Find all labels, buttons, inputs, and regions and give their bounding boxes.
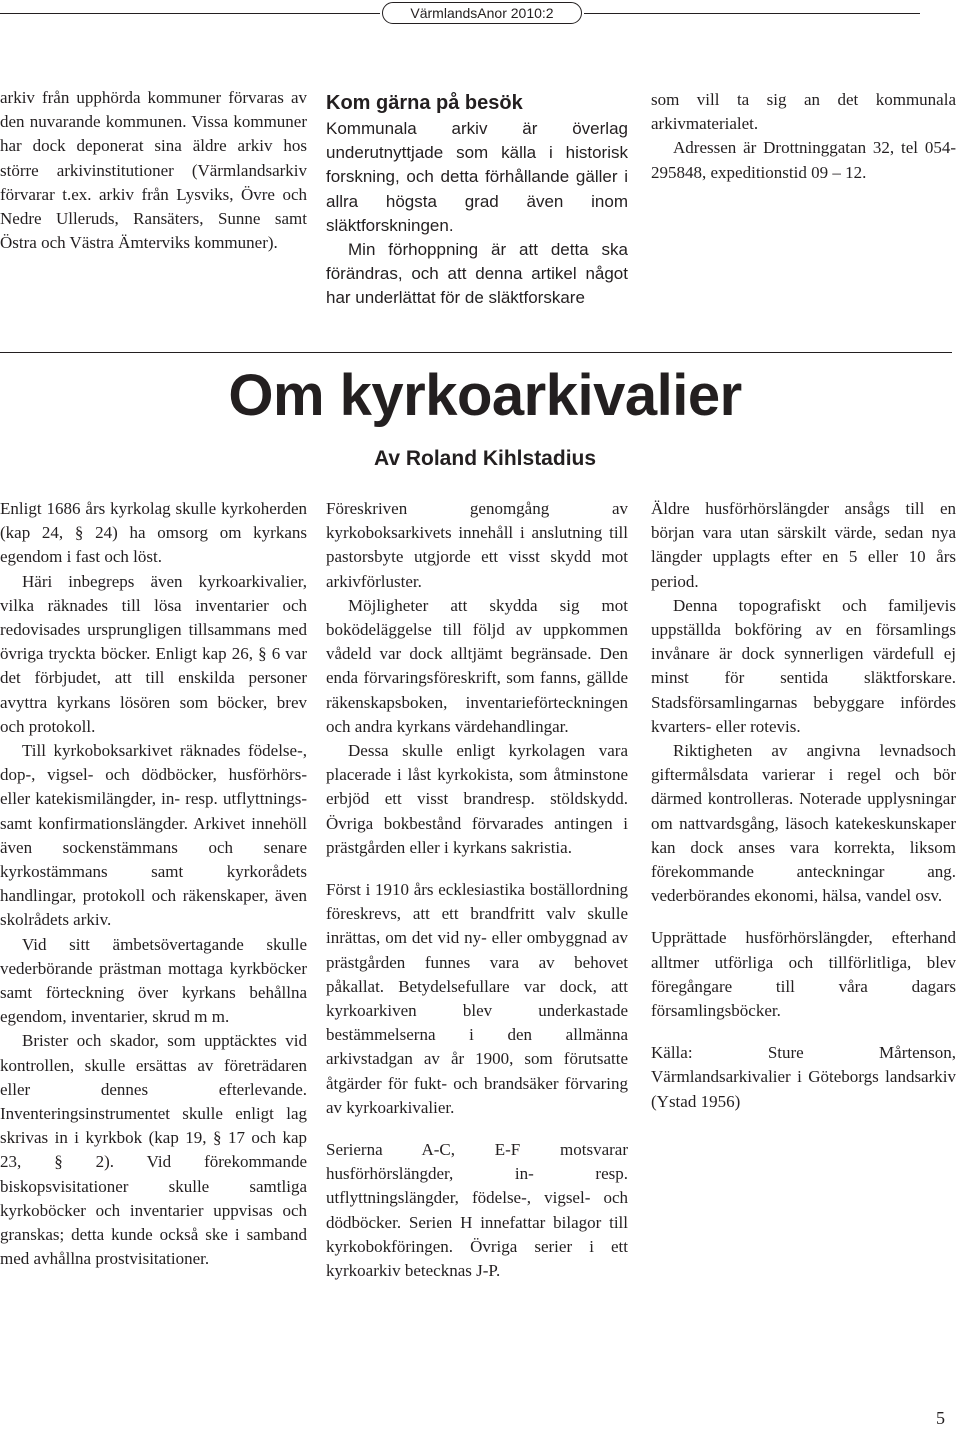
article-col1-para-4: Vid sitt ämbetsövertagande skulle vederbörande prästman mottaga kyrkböcker samt förteckning över kyrkans behållna egendom, inventarier, skrud m m. xyxy=(0,934,307,1027)
page-number: 5 xyxy=(936,1408,945,1428)
article-col1-para-5: Brister och skador, som upptäcktes vid kontrollen, skulle ersättas av företrädaren eller dennes efterlevande. Inventeringsinstrumentet skulle enligt lag skrivas in i kyrkbok (kap 19, § 17 och kap 23, § 2). Vid förekommande biskopsvisitationer skulle samtliga kyrkoböcker och inventarier uppvisas och granskas; detta kunde också ske i samband med avhållna prostvisitationer. xyxy=(0,1031,307,1269)
header-rule-right xyxy=(584,13,920,14)
article-column-2 xyxy=(326,497,628,1283)
article-col3-source: Källa: Sture Mårtenson, Värmlandsarkivalier i Göteborgs landsarkiv (Ystad 1956) xyxy=(651,1043,956,1111)
article-col3-para-4: Upprättade husförhörslängder, efterhand alltmer utförliga och tillförlitliga, blev föregångare till våra dagars församlingsböcker. xyxy=(651,928,956,1021)
top-col1-para-1: arkiv från upphörda kommuner förvaras av den nuvarande kommunen. Vissa kommuner har dock deponerat sina äldre arkiv hos större arkivinstitutioner (Värmlandsarkiv förvarar t.ex. arkiv från Lysviks, Övre och Nedre Ulleruds, Ransäters, Sunne samt Östra och Västra Ämterviks kommuner). xyxy=(0,88,307,253)
article-col1-para-1: Enligt 1686 års kyrkolag skulle kyrkoherden (kap 24, § 24) ha omsorg om kyrkans egendom i fast och löst. xyxy=(0,499,307,567)
article-byline: Av Roland Kihlstadius xyxy=(373,447,597,470)
article-col3-para-2: Denna topografiskt och familjevis uppställda bokföring av en församlings invånare är dock synnerligen värdefull ej minst för sentida släktforskare. Stadsförsamlingarnas bebyggare infördes kvarters- eller rotevis. xyxy=(651,595,956,736)
section-divider xyxy=(0,352,952,353)
article-col2-para-5: Serierna A-C, E-F motsvarar husförhörslängder, in- resp. utflyttningslängder, födelse-, vigsel- och dödböcker. Serien H innefattar bilagor till kyrkobokföringen. Övriga serier i ett kyrkoarkiv betecknas J-P. xyxy=(326,1140,628,1281)
article-col3-para-3: Riktigheten av angivna levnadsoch giftermålsdata varierar i regel och bör därmed kontrolleras. Noterade upplysningar om nattvardsgång, läsoch katekeskunskaper kan dock anses vara korrekta, liksom förekommande anteckningar ang. vederbörandes ekonomi, hälsa, vandel osv. xyxy=(651,741,956,906)
article-col1-para-2: Häri inbegreps även kyrkoarkivalier, vilka räknades till lösa inventarier och redovisades ursprungligen tillsammans med övriga tryckta böcker. Enligt kap 26, § 6 var det förbjudet, att till enskilda personer avyttra kyrkans lösören som böcker, brev och protokoll. xyxy=(0,571,307,736)
visit-heading: Kom gärna på besök xyxy=(326,92,523,114)
article-col2-para-1: Föreskriven genomgång av kyrkoboksarkivets innehåll i anslutning till pastorsbyte utgjorde ett visst skydd mot arkivförluster. xyxy=(326,499,628,591)
article-column-3 xyxy=(651,497,956,1114)
article-title: Om kyrkoarkivalier xyxy=(228,363,742,428)
top-col2-para-1: Kommunala arkiv är överlag underutnyttjade som källa i historisk forskning, och detta förhållande gäller i allra högsta grad även inom släktforskningen. xyxy=(326,119,628,235)
top-col3-para-2: Adressen är Drottninggatan 32, tel 054-295848, expeditionstid 09 – 12. xyxy=(651,138,956,182)
article-col3-para-1: Äldre husförhörslängder ansågs till en början vara utan särskilt värde, sedan nya längder upplagts efter en 5 eller 10 års period. xyxy=(651,499,956,591)
top-col3-para-1: som vill ta sig an det kommunala arkivmaterialet. xyxy=(651,90,956,134)
article-col2-para-3: Dessa skulle enligt kyrkolagen vara placerade i låst kyrkokista, som åtminstone erbjöd ett visst brandresp. stöldskydd. Övriga bokbestånd förvarades antingen i prästgården eller i kyrkans sakristia. xyxy=(326,741,628,857)
top-column-2 xyxy=(326,90,628,311)
article-col2-para-4: Först i 1910 års ecklesiastika boställordning föreskrevs, att ett brandfritt valv skulle inrättas, om det vid ny- eller ombyggnad av prästgården funnes vara av behovet påkallat. Betydelsefullare var dock, att kyrkoarkiven blev underkastade bestämmelserna i den allmänna arkivstadgan av år 1900, som förutsatte åtgärder för fukt- och brandsäker förvaring av kyrkoarkivalier. xyxy=(326,880,628,1117)
article-col1-para-3: Till kyrkoboksarkivet räknades födelse-, dop-, vigsel- och dödböcker, husförhörs- eller katekismilängder, in- resp. utflyttnings- samt konfirmationslängder. Arkivet innehöll även sockenstämmans och senare kyrkostämmans samt kyrkorådets handlingar, protokoll och räkenskaper, även skolrådets arkiv. xyxy=(0,741,307,930)
publication-tab: VärmlandsAnor 2010:2 xyxy=(382,2,582,24)
header-rule-left xyxy=(0,13,380,14)
article-column-1 xyxy=(0,497,307,1272)
article-col2-para-2: Möjligheter att skydda sig mot boködeläggelse till följd av uppkommen vådeld var dock alltjämt begränsade. Den enda förvaringsföreskrift, som fanns, gällde räkenskapsboken, inventarieförteckningen och andra kyrkans värdehandlingar. xyxy=(326,595,628,736)
top-column-3 xyxy=(651,88,956,185)
top-column-1 xyxy=(0,86,307,255)
top-col2-para-2: Min förhoppning är att detta ska förändras, och att denna artikel något har underlättat för de släktforskare xyxy=(326,240,628,308)
